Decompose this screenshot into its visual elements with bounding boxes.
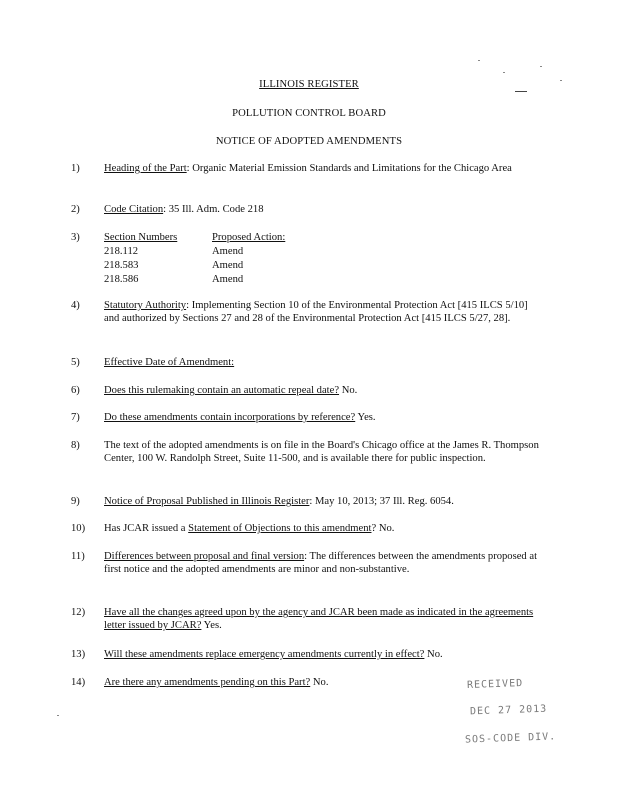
item-label: Are there any amendments pending on this Part?: [104, 677, 311, 688]
agency-title: POLLUTION CONTROL BOARD: [232, 108, 386, 119]
scan-mark: [515, 91, 527, 92]
item-label: Differences between proposal and final version: [104, 551, 305, 562]
item-number: 14): [71, 677, 86, 688]
scan-speck: [478, 60, 480, 61]
section-action: Amend: [212, 260, 244, 271]
register-title: ILLINOIS REGISTER: [259, 79, 359, 90]
item-number: 5): [71, 357, 80, 368]
section-number: 218.586: [104, 274, 139, 285]
item-label: Statutory Authority: [104, 300, 187, 311]
item-text: ? No.: [371, 523, 395, 534]
proposed-action-label: Proposed Action:: [212, 232, 286, 243]
section-number: 218.583: [104, 260, 139, 271]
item-text: Yes.: [201, 620, 222, 631]
scan-speck: [503, 72, 505, 73]
item-text: : 35 Ill. Adm. Code 218: [163, 204, 264, 215]
item-text: No.: [339, 385, 358, 396]
section-row: [104, 273, 544, 287]
item-number: 3): [71, 232, 80, 243]
item-label: Statement of Objections to this amendment: [188, 523, 372, 534]
section-numbers-label: Section Numbers: [104, 232, 178, 243]
item-label: Effective Date of Amendment:: [104, 357, 235, 368]
item-text: : May 10, 2013; 37 Ill. Reg. 6054.: [309, 496, 454, 507]
section-number: 218.112: [104, 246, 139, 257]
item-label: Do these amendments contain incorporations by reference?: [104, 412, 356, 423]
date-stamp: DEC 27 2013: [469, 703, 548, 718]
item-text: : The differences between the amendments proposed at first notice and the adopted amendments are minor and non-substantive.: [104, 551, 538, 575]
section-action: Amend: [212, 274, 244, 285]
item-number: 8): [71, 440, 80, 451]
item-number: 2): [71, 204, 80, 215]
scan-speck: [540, 66, 542, 67]
item-number: 12): [71, 607, 86, 618]
notice-title: NOTICE OF ADOPTED AMENDMENTS: [215, 136, 403, 147]
item-text: : Implementing Section 10 of the Environmental Protection Act [415 ILCS 5/10] and authorized by Sections 27 and 28 of the Environmental Protection Act [415 ILCS 5/27, 28].: [104, 300, 528, 324]
item-number: 11): [71, 551, 85, 562]
item-text: Yes.: [355, 412, 376, 423]
item-number: 1): [71, 163, 80, 174]
item-number: 13): [71, 649, 86, 660]
item-label: Does this rulemaking contain an automatic repeal date?: [104, 385, 340, 396]
item-label: Have all the changes agreed upon by the agency and JCAR been made as indicated in the agreements letter issued by JCAR?: [104, 607, 534, 631]
item-text: The text of the adopted amendments is on file in the Board's Chicago office at the James R. Thompson Center, 100 W. Randolph Street, Suite 11-500, and is available there for public inspection.: [104, 440, 539, 464]
scan-speck: [560, 80, 562, 81]
office-stamp: SOS-CODE DIV.: [464, 731, 557, 746]
item-number: 7): [71, 412, 80, 423]
section-action: Amend: [212, 246, 244, 257]
item-text: : Organic Material Emission Standards and Limitations for the Chicago Area: [186, 163, 512, 174]
item-text: No.: [310, 677, 329, 688]
item-number: 6): [71, 385, 80, 396]
scan-speck: [57, 715, 59, 716]
item-pretext: Has JCAR issued a: [104, 523, 189, 534]
item-number: 10): [71, 523, 86, 534]
item-label: Will these amendments replace emergency amendments currently in effect?: [104, 649, 425, 660]
section-row: [104, 259, 544, 273]
item-number: 9): [71, 496, 80, 507]
section-row: [104, 245, 544, 259]
item-label: Heading of the Part: [104, 163, 187, 174]
item-number: 4): [71, 300, 80, 311]
item-label: Code Citation: [104, 204, 164, 215]
received-stamp: RECEIVED: [466, 678, 524, 691]
item-text: No.: [424, 649, 443, 660]
item-label: Notice of Proposal Published in Illinois Register: [104, 496, 310, 507]
